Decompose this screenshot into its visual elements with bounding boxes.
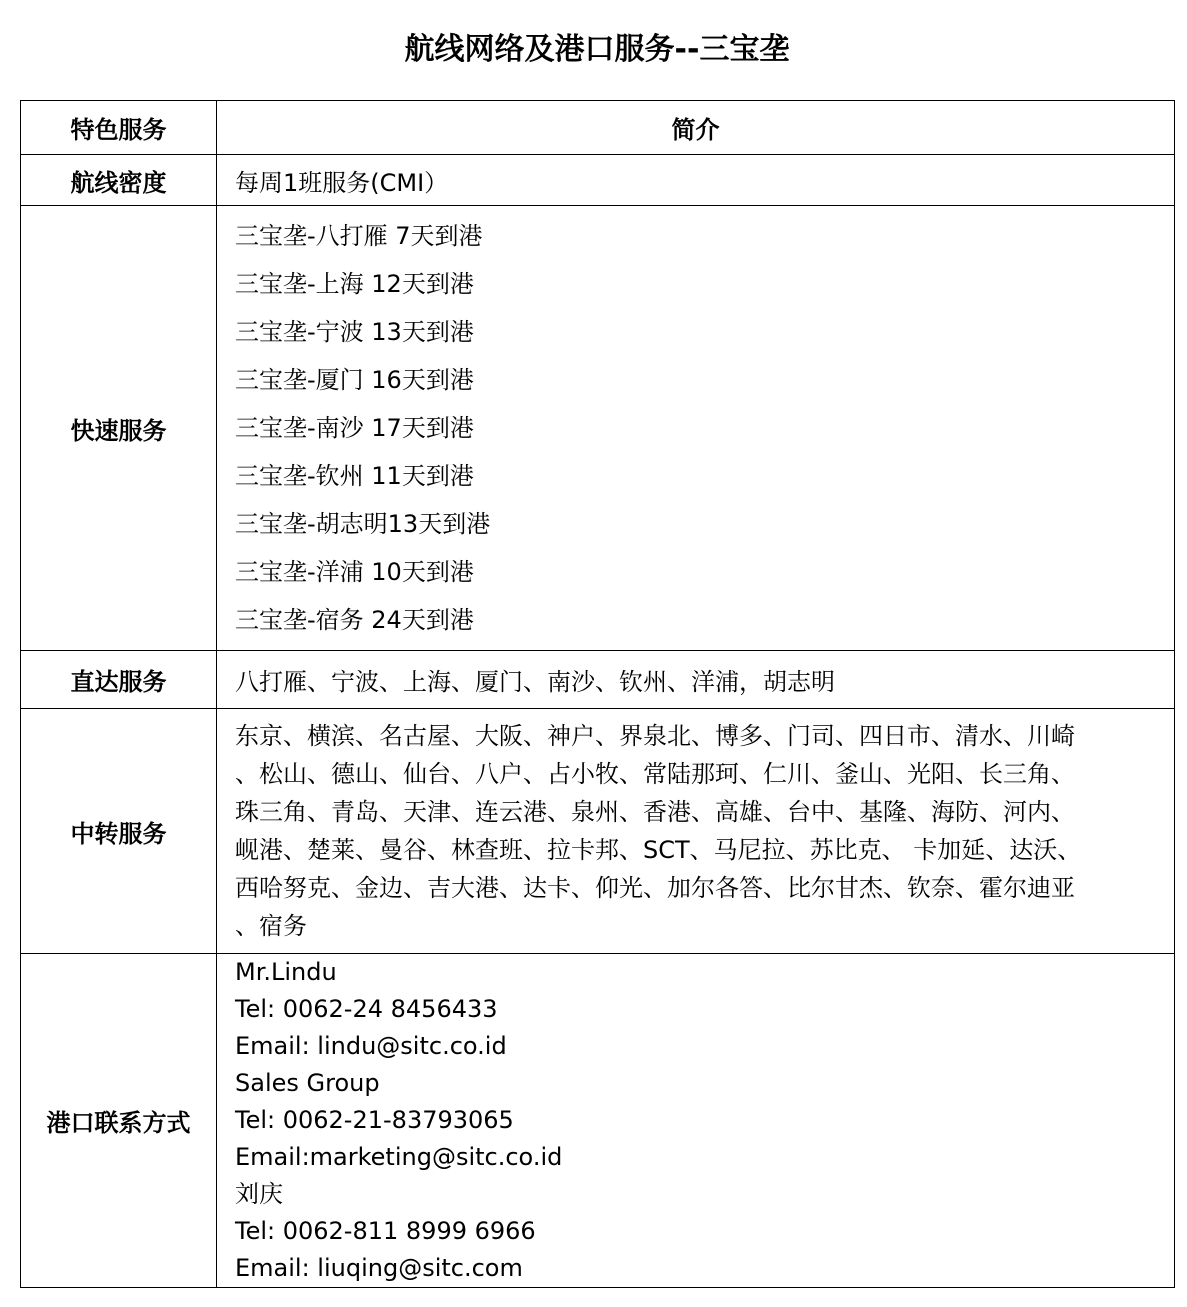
route-item: 三宝垄-钦州 11天到港	[235, 462, 474, 490]
contact-email: Email:marketing@sitc.co.id	[235, 1143, 563, 1171]
contact-name: 刘庆	[235, 1180, 283, 1208]
contact-details	[217, 954, 1175, 1288]
transfer-line: 、宿务	[235, 912, 307, 940]
route-item: 三宝垄-胡志明13天到港	[235, 510, 491, 538]
row-label-contact: 港口联系方式	[21, 954, 217, 1288]
table-row	[21, 206, 1175, 651]
row-label-direct: 直达服务	[21, 651, 217, 709]
route-item: 三宝垄-南沙 17天到港	[235, 414, 474, 442]
route-item: 三宝垄-宿务 24天到港	[235, 606, 474, 634]
contact-email: Email: liuqing@sitc.com	[235, 1254, 523, 1282]
row-label-express: 快速服务	[21, 206, 217, 651]
route-item: 三宝垄-洋浦 10天到港	[235, 558, 474, 586]
table-row	[21, 954, 1175, 1288]
header-intro: 简介	[217, 101, 1175, 155]
transfer-line: 、松山、德山、仙台、八户、占小牧、常陆那珂、仁川、釜山、光阳、长三角、	[235, 760, 1075, 788]
route-item: 三宝垄-上海 12天到港	[235, 270, 474, 298]
row-label-density: 航线密度	[21, 155, 217, 206]
contact-phone: Tel: 0062-24 8456433	[235, 995, 498, 1023]
contact-name: Mr.Lindu	[235, 958, 337, 986]
table-row	[21, 709, 1175, 954]
density-value: 每周1班服务(CMI）	[217, 155, 1175, 206]
service-table	[20, 100, 1175, 1288]
contact-phone: Tel: 0062-21-83793065	[235, 1106, 514, 1134]
route-item: 三宝垄-八打雁 7天到港	[235, 222, 483, 250]
express-routes	[217, 206, 1175, 651]
transfer-line: 岘港、楚莱、曼谷、林查班、拉卡邦、SCT、马尼拉、苏比克、 卡加延、达沃、	[235, 836, 1082, 864]
transfer-line: 西哈努克、金边、吉大港、达卡、仰光、加尔各答、比尔甘杰、钦奈、霍尔迪亚	[235, 874, 1075, 902]
contact-phone: Tel: 0062-811 8999 6966	[235, 1217, 536, 1245]
page-title: 航线网络及港口服务--三宝垄	[404, 32, 790, 67]
transfer-line: 东京、横滨、名古屋、大阪、神户、界泉北、博多、门司、四日市、清水、川崎	[235, 722, 1075, 750]
route-item: 三宝垄-厦门 16天到港	[235, 366, 474, 394]
contact-name: Sales Group	[235, 1069, 380, 1097]
transfer-ports	[217, 709, 1175, 954]
table-row	[21, 155, 1175, 206]
contact-email: Email: lindu@sitc.co.id	[235, 1032, 507, 1060]
direct-value: 八打雁、宁波、上海、厦门、南沙、钦州、洋浦，胡志明	[217, 651, 1175, 709]
route-item: 三宝垄-宁波 13天到港	[235, 318, 474, 346]
row-label-transfer: 中转服务	[21, 709, 217, 954]
table-row	[21, 651, 1175, 709]
header-feature: 特色服务	[21, 101, 217, 155]
transfer-line: 珠三角、青岛、天津、连云港、泉州、香港、高雄、台中、基隆、海防、河内、	[235, 798, 1075, 826]
header-row	[21, 101, 1175, 155]
